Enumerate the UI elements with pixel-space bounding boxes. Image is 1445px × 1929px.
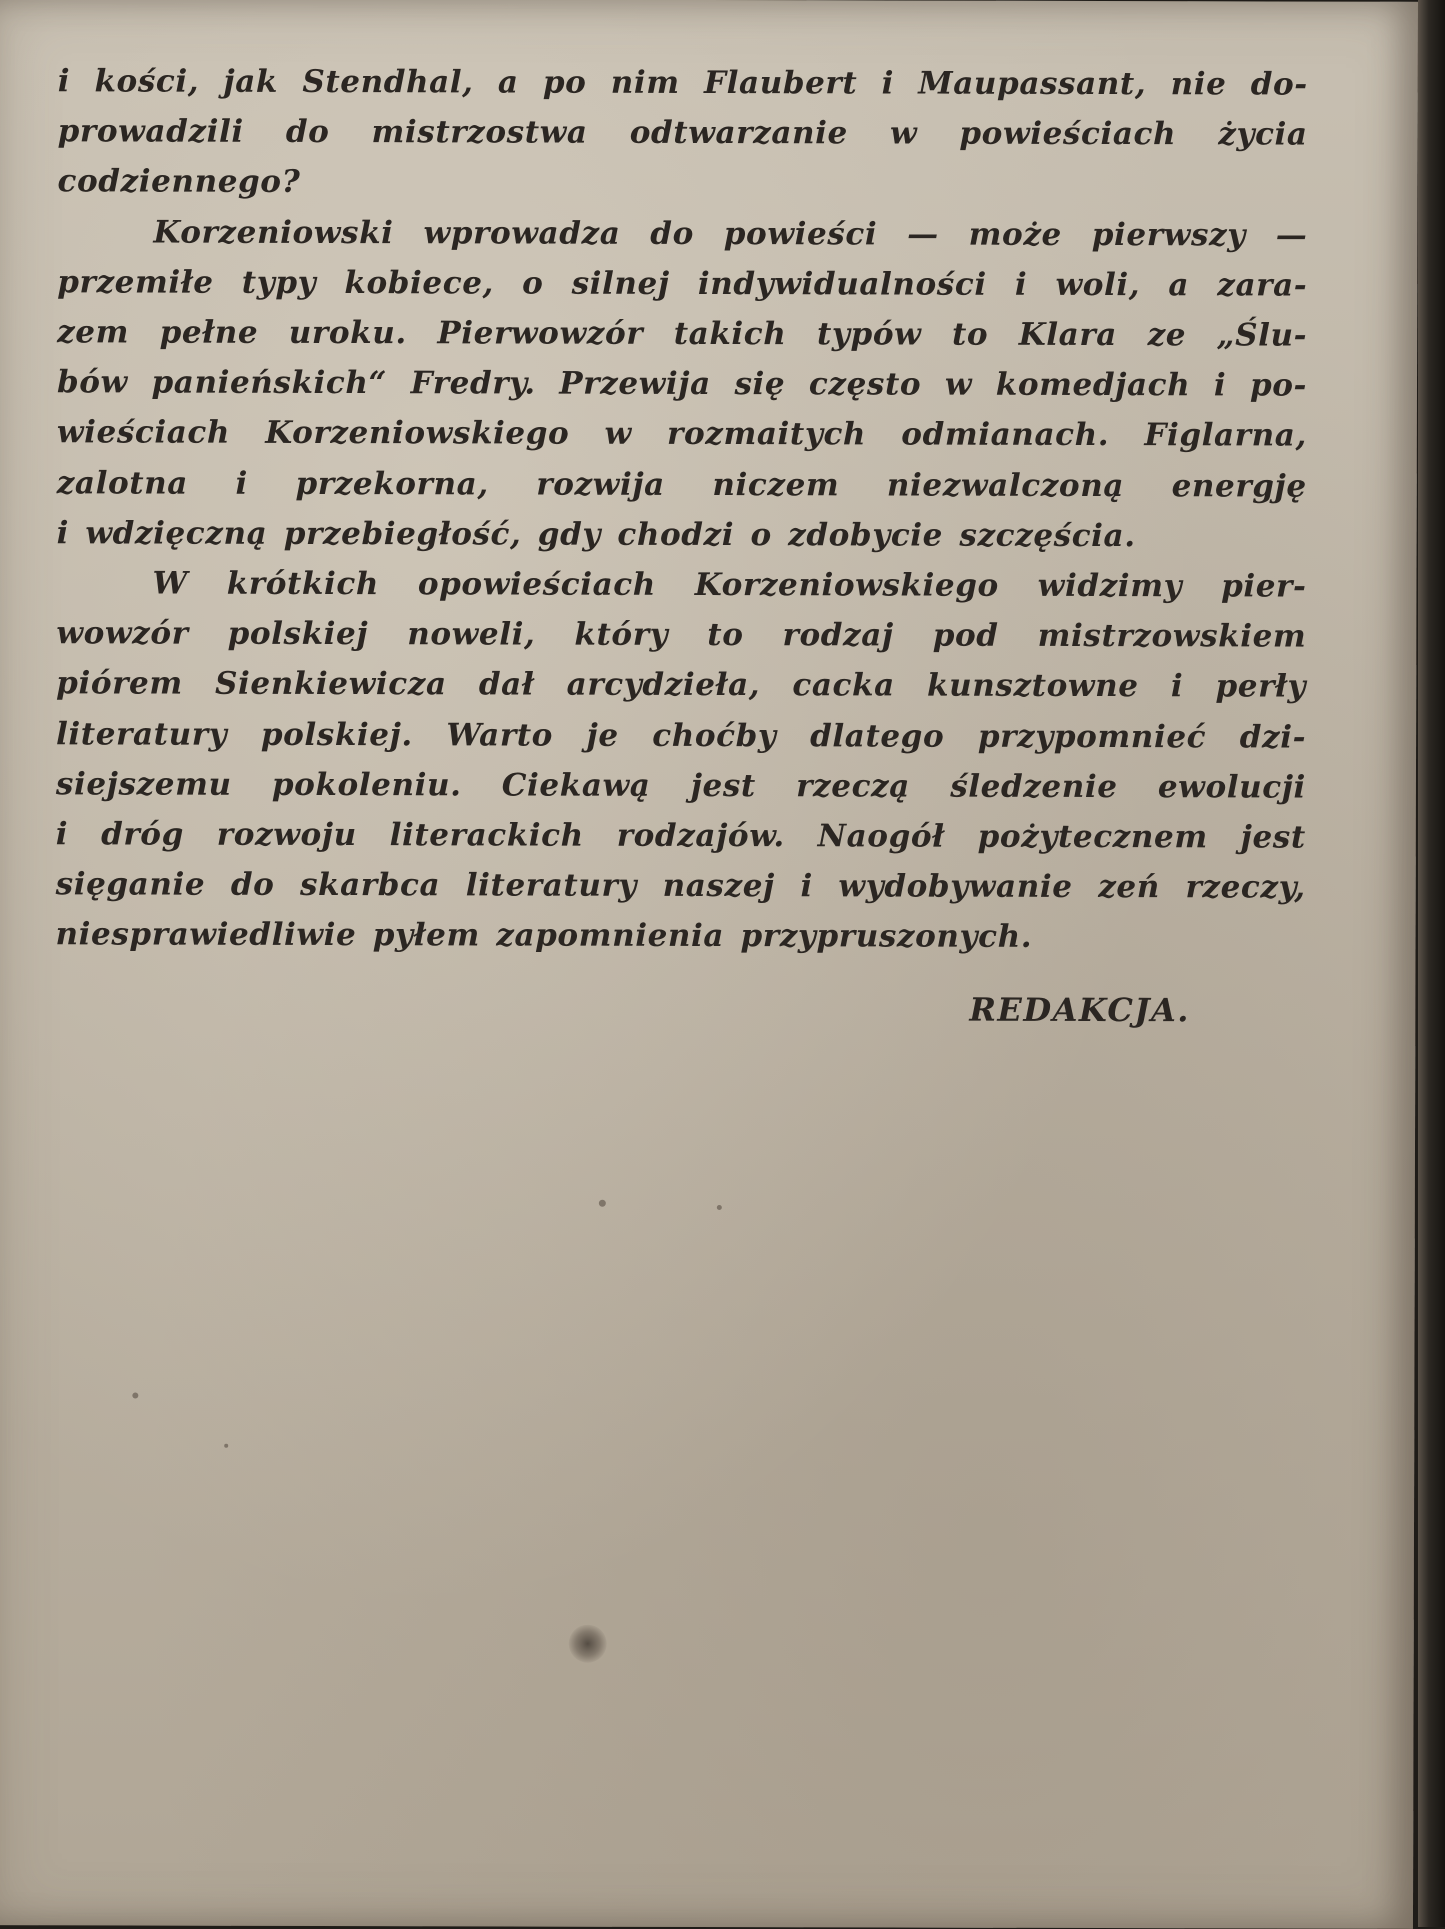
text-line: codziennego?	[57, 163, 301, 201]
text-line: siejszemu pokoleniu. Ciekawą jest rzeczą śledzenie ewolucji	[55, 766, 1306, 806]
text-line: bów panieńskich“ Fredry. Przewija się często w komedjach i po-	[56, 364, 1308, 404]
text-line: literatury polskiej. Warto je choćby dlatego przypomnieć dzi-	[56, 715, 1307, 756]
text-line: i dróg rozwoju literackich rodzajów. Naogół pożytecznem jest	[55, 816, 1306, 856]
text-line: prowadzili do mistrzostwa odtwarzanie w powieściach życia	[57, 113, 1308, 153]
text-line: i wdzięczną przebiegłość, gdy chodzi o zdobycie szczęścia.	[56, 515, 1136, 554]
body-text	[55, 56, 1307, 963]
signature: REDAKCJA.	[969, 990, 1191, 1030]
text-line: W krótkich opowieściach Korzeniowskiego widzimy pier-	[152, 565, 1307, 605]
text-line: wieściach Korzeniowskiego w rozmaitych odmianach. Figlarna,	[56, 414, 1307, 454]
paper-stain	[569, 1625, 607, 1663]
text-line: i kości, jak Stendhal, a po nim Flaubert i Maupassant, nie do-	[57, 63, 1308, 103]
text-line: wowzór polskiej noweli, który to rodzaj pod mistrzowskiem	[56, 615, 1307, 655]
text-line: zem pełne uroku. Pierwowzór takich typów to Klara ze „Ślu-	[57, 314, 1308, 354]
text-line: przemiłe typy kobiece, o silnej indywidualności i woli, a zara-	[57, 264, 1308, 304]
book-edge	[1418, 0, 1445, 1927]
text-line: Korzeniowski wprowadza do powieści — może pierwszy —	[153, 214, 1308, 254]
text-line: sięganie do skarbca literatury naszej i wydobywanie zeń rzeczy,	[55, 866, 1306, 906]
paper-speck	[599, 1200, 606, 1207]
text-line: piórem Sienkiewicza dał arcydzieła, cacka kunsztowne i perły	[56, 665, 1307, 706]
paper-speck	[717, 1205, 722, 1210]
text-line: zalotna i przekorna, rozwija niczem niezwalczoną energję	[56, 464, 1307, 505]
text-line: niesprawiedliwie pyłem zapomnienia przypruszonych.	[55, 916, 1033, 956]
paper-speck	[132, 1392, 138, 1398]
paper-speck	[224, 1444, 228, 1448]
